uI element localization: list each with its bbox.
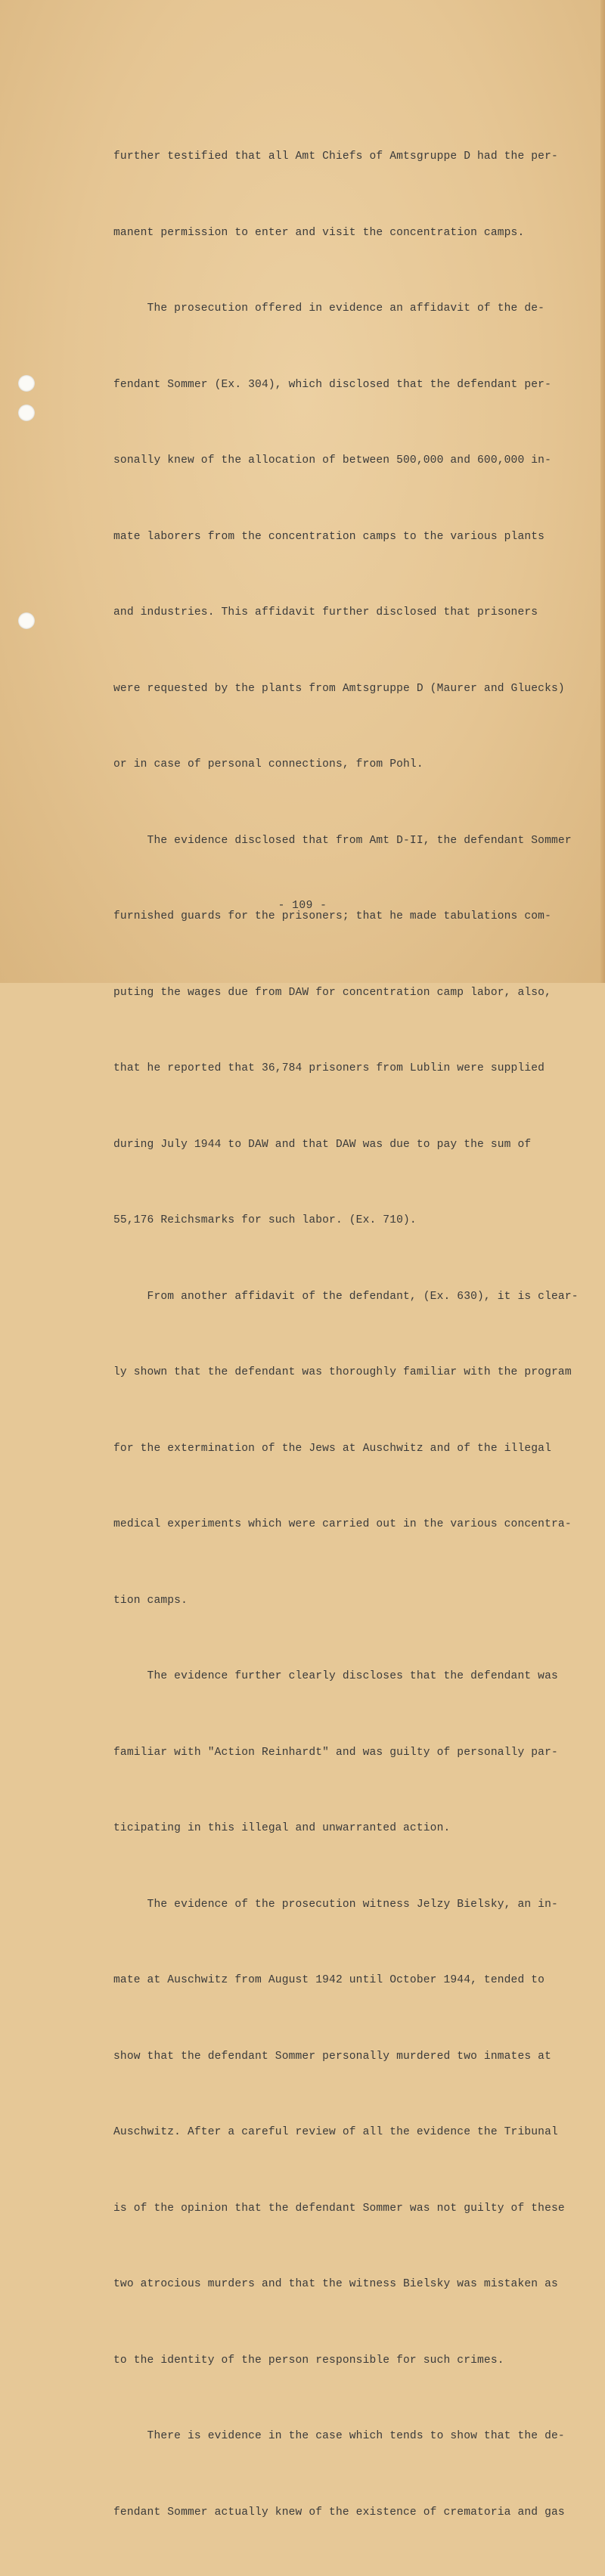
text-line: 55,176 Reichsmarks for such labor. (Ex. 710). [113, 1214, 417, 1226]
text-line: There is evidence in the case which tends to show that the de- [113, 2430, 565, 2442]
text-line: From another affidavit of the defendant, (Ex. 630), it is clear- [113, 1290, 579, 1303]
text-line: fendant Sommer (Ex. 304), which disclosed that the defendant per- [113, 378, 551, 391]
text-line: were requested by the plants from Amtsgruppe D (Maurer and Gluecks) [113, 682, 565, 695]
text-line: Auschwitz. After a careful review of all the evidence the Tribunal [113, 2126, 558, 2138]
page-number: - 109 - [278, 900, 327, 912]
text-line: fendant Sommer actually knew of the existence of crematoria and gas [113, 2506, 565, 2519]
text-line: tion camps. [113, 1594, 188, 1607]
punch-hole-2 [18, 405, 35, 421]
text-line: medical experiments which were carried out in the various concentra- [113, 1518, 572, 1530]
text-line: and industries. This affidavit further disclosed that prisoners [113, 606, 538, 618]
text-line: The prosecution offered in evidence an affidavit of the de- [113, 302, 545, 315]
text-line: ticipating in this illegal and unwarranted action. [113, 1822, 451, 1834]
punch-hole-1 [18, 375, 35, 392]
paper-edge [600, 0, 605, 983]
text-line: that he reported that 36,784 prisoners from Lublin were supplied [113, 1062, 545, 1074]
text-line: familiar with "Action Reinhardt" and was guilty of personally par- [113, 1746, 558, 1759]
document-body [113, 94, 579, 2576]
text-line: The evidence of the prosecution witness Jelzy Bielsky, an in- [113, 1898, 558, 1911]
text-line: The evidence further clearly discloses that the defendant was [113, 1670, 558, 1682]
text-line: furnished guards for the prisoners; that he made tabulations com- [113, 910, 551, 922]
text-line: sonally knew of the allocation of between 500,000 and 600,000 in- [113, 454, 551, 467]
text-line: show that the defendant Sommer personally murdered two inmates at [113, 2050, 551, 2063]
text-line: further testified that all Amt Chiefs of Amtsgruppe D had the per- [113, 150, 558, 163]
text-line: The evidence disclosed that from Amt D-II, the defendant Sommer [113, 834, 572, 847]
punch-hole-3 [18, 612, 35, 629]
text-line: puting the wages due from DAW for concentration camp labor, also, [113, 986, 551, 999]
text-line: is of the opinion that the defendant Sommer was not guilty of these [113, 2202, 565, 2215]
text-line: ly shown that the defendant was thoroughly familiar with the program [113, 1366, 572, 1378]
text-line: mate laborers from the concentration camps to the various plants [113, 530, 545, 543]
text-line: mate at Auschwitz from August 1942 until October 1944, tended to [113, 1974, 545, 1986]
text-line: two atrocious murders and that the witness Bielsky was mistaken as [113, 2278, 558, 2290]
text-line: manent permission to enter and visit the concentration camps. [113, 226, 525, 239]
text-line: to the identity of the person responsible for such crimes. [113, 2354, 504, 2367]
text-line: or in case of personal connections, from Pohl. [113, 758, 424, 770]
text-line: during July 1944 to DAW and that DAW was due to pay the sum of [113, 1138, 532, 1151]
text-line: for the extermination of the Jews at Auschwitz and of the illegal [113, 1442, 551, 1455]
